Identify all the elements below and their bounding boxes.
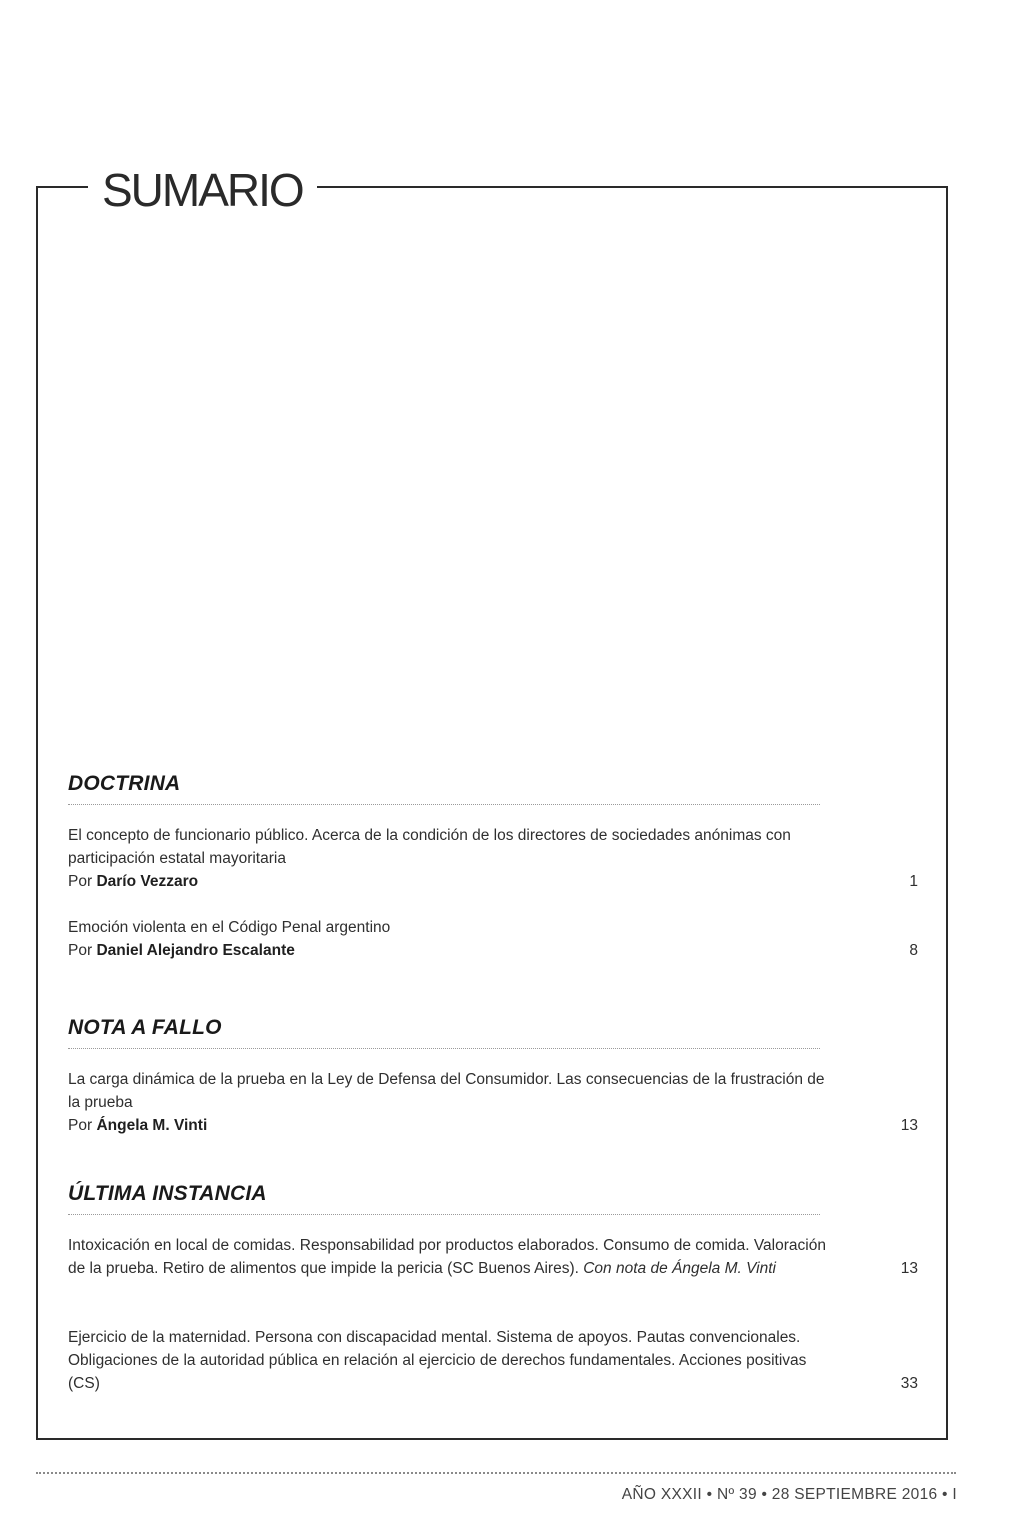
entry-page-number: 8 [909, 942, 918, 959]
entry-title: El concepto de funcionario público. Acerca de la condición de los directores de sociedades anónimas con participación estatal mayoritaria [68, 827, 791, 867]
footer-divider [36, 1472, 956, 1474]
entry-title-text: Intoxicación en local de comidas. Responsabilidad por productos elaborados. Consumo de comida. Valoración de la prueba. Retiro de alimentos que impide la pericia (SC Buenos Aires). [68, 1237, 826, 1277]
entry-page-number: 1 [909, 873, 918, 890]
footer-issue-info: AÑO XXXII • Nº 39 • 28 SEPTIEMBRE 2016 • I [621, 1486, 957, 1503]
entry-page-number: 13 [900, 1117, 918, 1134]
section-ultima-instancia [68, 1180, 824, 1215]
toc-entry[interactable] [68, 1326, 918, 1395]
entry-title: Ejercicio de la maternidad. Persona con discapacidad mental. Sistema de apoyos. Pautas convencionales. Obligaciones de la autoridad pública en relación al ejercicio de derechos fundamentales. Acciones positivas (CS) [68, 1329, 807, 1392]
title-lead-line [56, 186, 90, 188]
page-title: SUMARIO [102, 164, 303, 216]
entry-note: Con nota de Ángela M. Vinti [583, 1260, 776, 1277]
toc-entry[interactable] [68, 916, 918, 962]
section-heading: NOTA A FALLO [68, 1016, 222, 1039]
entry-title: La carga dinámica de la prueba en la Ley de Defensa del Consumidor. Las consecuencias de la frustración de la prueba [68, 1071, 825, 1111]
section-heading: ÚLTIMA INSTANCIA [68, 1182, 267, 1205]
section-divider [68, 1214, 820, 1215]
author-prefix: Por [68, 942, 97, 959]
toc-entry[interactable] [68, 1234, 918, 1280]
author-name: Daniel Alejandro Escalante [96, 942, 295, 959]
title-wrap [88, 160, 317, 220]
entry-author [68, 1114, 828, 1137]
section-doctrina [68, 770, 824, 805]
entry-title: Emoción violenta en el Código Penal argentino [68, 919, 391, 936]
author-prefix: Por [68, 873, 97, 890]
entry-title [68, 1234, 828, 1280]
section-nota-a-fallo [68, 1014, 824, 1049]
entry-page-number: 33 [900, 1375, 918, 1392]
author-name: Ángela M. Vinti [96, 1117, 208, 1134]
section-heading: DOCTRINA [68, 772, 181, 795]
entry-author [68, 870, 828, 893]
toc-entry[interactable] [68, 1068, 918, 1137]
author-prefix: Por [68, 1117, 97, 1134]
author-name: Darío Vezzaro [96, 873, 199, 890]
entry-page-number: 13 [900, 1260, 918, 1277]
entry-author [68, 939, 828, 962]
toc-entry[interactable] [68, 824, 918, 893]
section-divider [68, 804, 820, 805]
section-divider [68, 1048, 820, 1049]
